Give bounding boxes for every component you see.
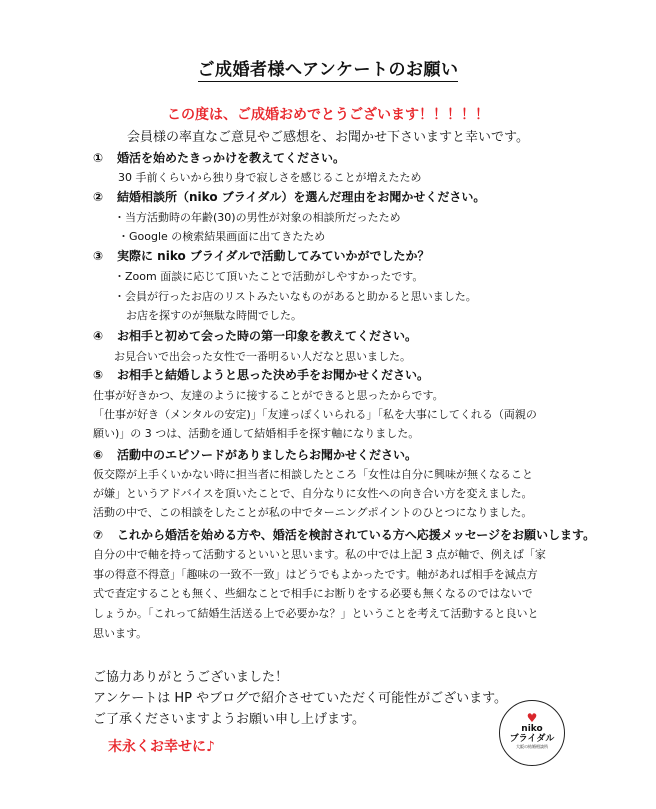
logo-line-3: 大阪の結婚相談所 bbox=[516, 744, 548, 749]
answer-3-line-2: ・会員が行ったお店のリストみたいなものがあると助かると思いました。 bbox=[114, 290, 477, 303]
logo-line-2: ブライダル bbox=[509, 734, 555, 744]
answer-4-line-1: お見合いで出会った女性で一番明るい人だなと思いました。 bbox=[114, 350, 411, 363]
question-2: ② 結婚相談所（niko ブライダル）を選んだ理由をお聞かせください。 bbox=[93, 190, 486, 204]
answer-6-line-1: 仮交際が上手くいかない時に担当者に相談したところ「女性は自分に興味が無くなること bbox=[93, 468, 533, 481]
intro-text: 会員様の率直なご意見やご感想を、お聞かせ下さいますと幸いです。 bbox=[127, 130, 529, 145]
niko-bridal-logo bbox=[499, 700, 565, 766]
answer-6-line-3: 活動の中で、この相談をしたことが私の中でターニングポイントのひとつになりました。 bbox=[93, 506, 533, 519]
answer-5-line-2: 「仕事が好き（メンタルの安定)」「友達っぽくいられる」「私を大事にしてくれる（両親の bbox=[93, 408, 537, 421]
answer-7-line-2: 事の得意不得意」「趣味の一致不一致」はどうでもよかったです。軸があれば相手を減点方 bbox=[93, 568, 538, 581]
answer-2-line-2: ・Google の検索結果画面に出てきたため bbox=[118, 230, 326, 243]
closing-line-2: アンケートは HP やブログで紹介させていただく可能性がございます。 bbox=[93, 691, 508, 706]
answer-7-line-5: 思います。 bbox=[93, 627, 148, 640]
answer-2-line-1: ・当方活動時の年齢(30)の男性が対象の相談所だったため bbox=[114, 211, 401, 224]
best-wishes-message: 末永くお幸せに♪ bbox=[108, 739, 215, 755]
congratulations-message: この度は、ご成婚おめでとうございます！！！！！ bbox=[167, 107, 489, 123]
closing-line-3: ご了承くださいますようお願い申し上げます。 bbox=[93, 712, 365, 727]
question-1: ① 婚活を始めたきっかけを教えてください。 bbox=[93, 151, 346, 165]
answer-5-line-1: 仕事が好きかつ、友達のように接することができると思ったからです。 bbox=[93, 389, 444, 402]
answer-6-line-2: が嫌」というアドバイスを頂いたことで、自分なりに女性への向き合い方を変えました。 bbox=[93, 487, 533, 500]
heart-icon: ♥ bbox=[526, 711, 538, 725]
answer-1-line-1: 30 手前くらいから独り身で寂しさを感じることが増えたため bbox=[118, 171, 422, 184]
answer-5-line-3: 願い)」の 3 つは、活動を通して結婚相手を探す軸になりました。 bbox=[93, 427, 420, 440]
logo-line-1: niko bbox=[521, 724, 543, 734]
question-6: ⑥ 活動中のエピソードがありましたらお聞かせください。 bbox=[93, 448, 418, 462]
question-4: ④ お相手と初めて会った時の第一印象を教えてください。 bbox=[93, 329, 418, 343]
answer-7-line-3: 式で査定することも無く、些細なことで相手にお断りをする必要も無くなるのではないで bbox=[93, 587, 533, 600]
answer-3-line-3: お店を探すのが無駄な時間でした。 bbox=[126, 309, 302, 322]
question-7: ⑦ これから婚活を始める方や、婚活を検討されている方へ応援メッセージをお願いします。 bbox=[93, 528, 596, 542]
answer-7-line-1: 自分の中で軸を持って活動するといいと思います。私の中では上記 3 点が軸で、例えば「家 bbox=[93, 548, 546, 561]
page-title: ご成婚者様へアンケートのお願い bbox=[197, 60, 459, 80]
answer-7-line-4: しょうか。「これって結婚生活送る上で必要かな？」ということを考えて活動すると良いと bbox=[93, 607, 539, 620]
question-5: ⑤ お相手と結婚しようと思った決め手をお聞かせください。 bbox=[93, 368, 430, 382]
closing-line-1: ご協力ありがとうございました！ bbox=[93, 670, 289, 685]
answer-3-line-1: ・Zoom 面談に応じて頂いたことで活動がしやすかったです。 bbox=[114, 270, 424, 283]
question-3: ③ 実際に niko ブライダルで活動してみていかがでしたか？ bbox=[93, 249, 430, 263]
